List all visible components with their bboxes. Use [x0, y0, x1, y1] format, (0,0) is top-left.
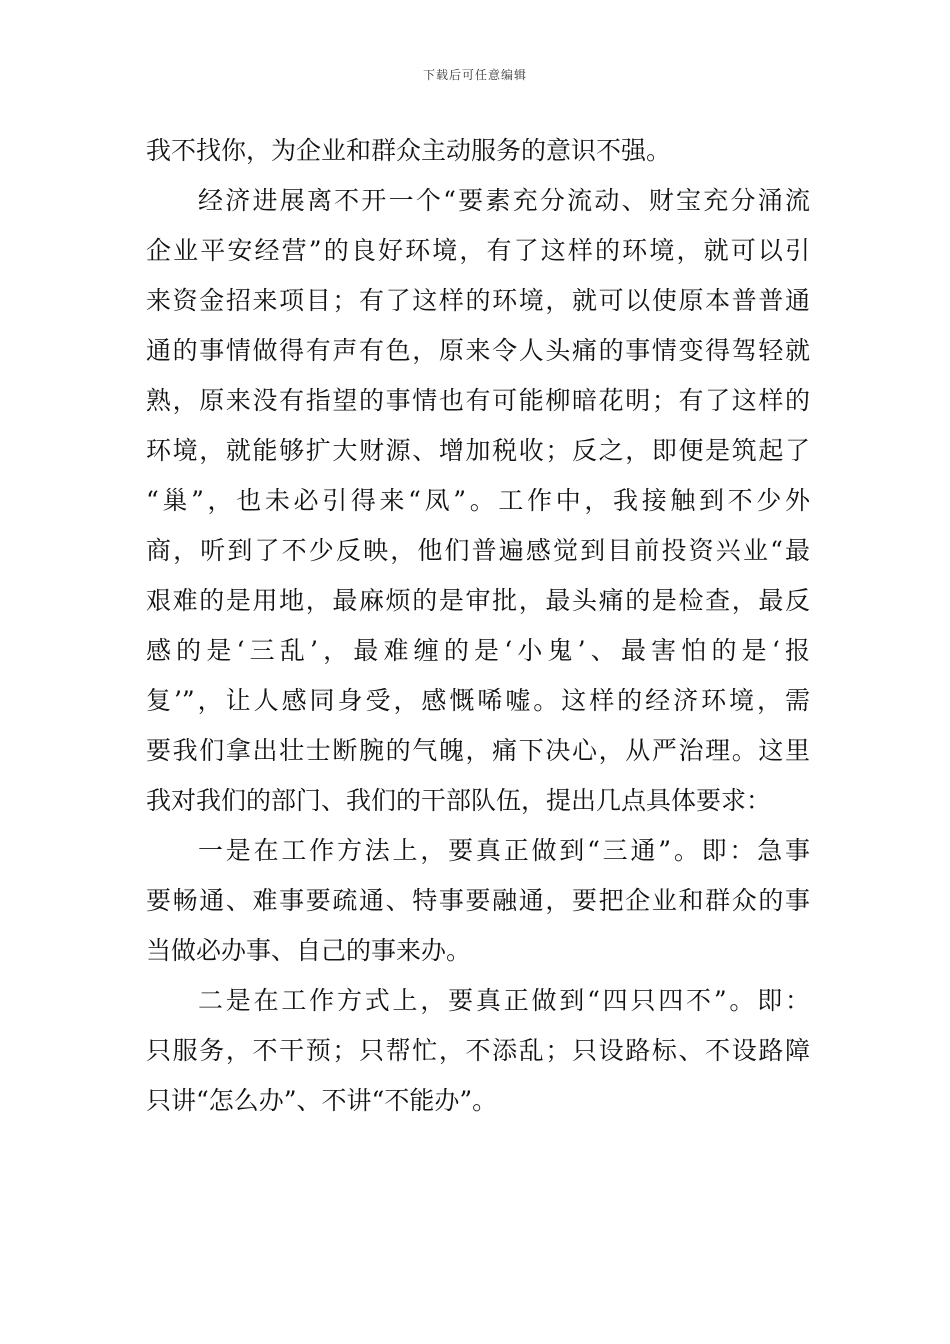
text-line: 一是在工作方法上，要真正做到“三通”。即：急事 — [198, 836, 810, 865]
text-line: 商，听到了不少反映，他们普遍感觉到目前投资兴业“最 — [146, 536, 810, 565]
text-line: 要我们拿出壮士断腕的气魄，痛下决心，从严治理。这里 — [146, 736, 810, 765]
text-line: 企业平安经营”的良好环境，有了这样的环境，就可以引 — [146, 236, 810, 265]
page-header: 下载后可任意编辑 — [422, 68, 527, 82]
text-line: 只服务，不干预；只帮忙，不添乱；只设路标、不设路障 — [146, 1036, 810, 1065]
text-line: 通的事情做得有声有色，原来令人头痛的事情变得驾轻就 — [146, 336, 810, 365]
document-body — [146, 126, 810, 1126]
text-line: 熟，原来没有指望的事情也有可能柳暗花明；有了这样的 — [146, 386, 810, 415]
text-line: 要畅通、难事要疏通、特事要融通，要把企业和群众的事 — [146, 886, 810, 915]
text-line: 二是在工作方式上，要真正做到“四只四不”。即： — [198, 986, 810, 1015]
text-line: 来资金招来项目；有了这样的环境，就可以使原本普普通 — [146, 286, 810, 315]
text-line: 艰难的是用地，最麻烦的是审批，最头痛的是检查，最反 — [146, 586, 810, 615]
text-line: 感的是‘三乱’，最难缠的是‘小鬼’、最害怕的是‘报 — [146, 636, 810, 665]
text-line: 只讲“怎么办”、不讲“不能办”。 — [146, 1086, 498, 1115]
text-line: 当做必办事、自己的事来办。 — [146, 936, 472, 965]
text-line: 经济进展离不开一个“要素充分流动、财宝充分涌流 — [198, 186, 810, 215]
text-line: 环境，就能够扩大财源、增加税收；反之，即便是筑起了 — [146, 436, 810, 465]
text-line: 复’”，让人感同身受，感慨唏嘘。这样的经济环境，需 — [146, 686, 810, 715]
text-line: 我对我们的部门、我们的干部队伍，提出几点具体要求： — [146, 786, 772, 815]
text-line: “巢”，也未必引得来“凤”。工作中，我接触到不少外 — [146, 486, 810, 515]
text-line: 我不找你，为企业和群众主动服务的意识不强。 — [146, 136, 672, 165]
